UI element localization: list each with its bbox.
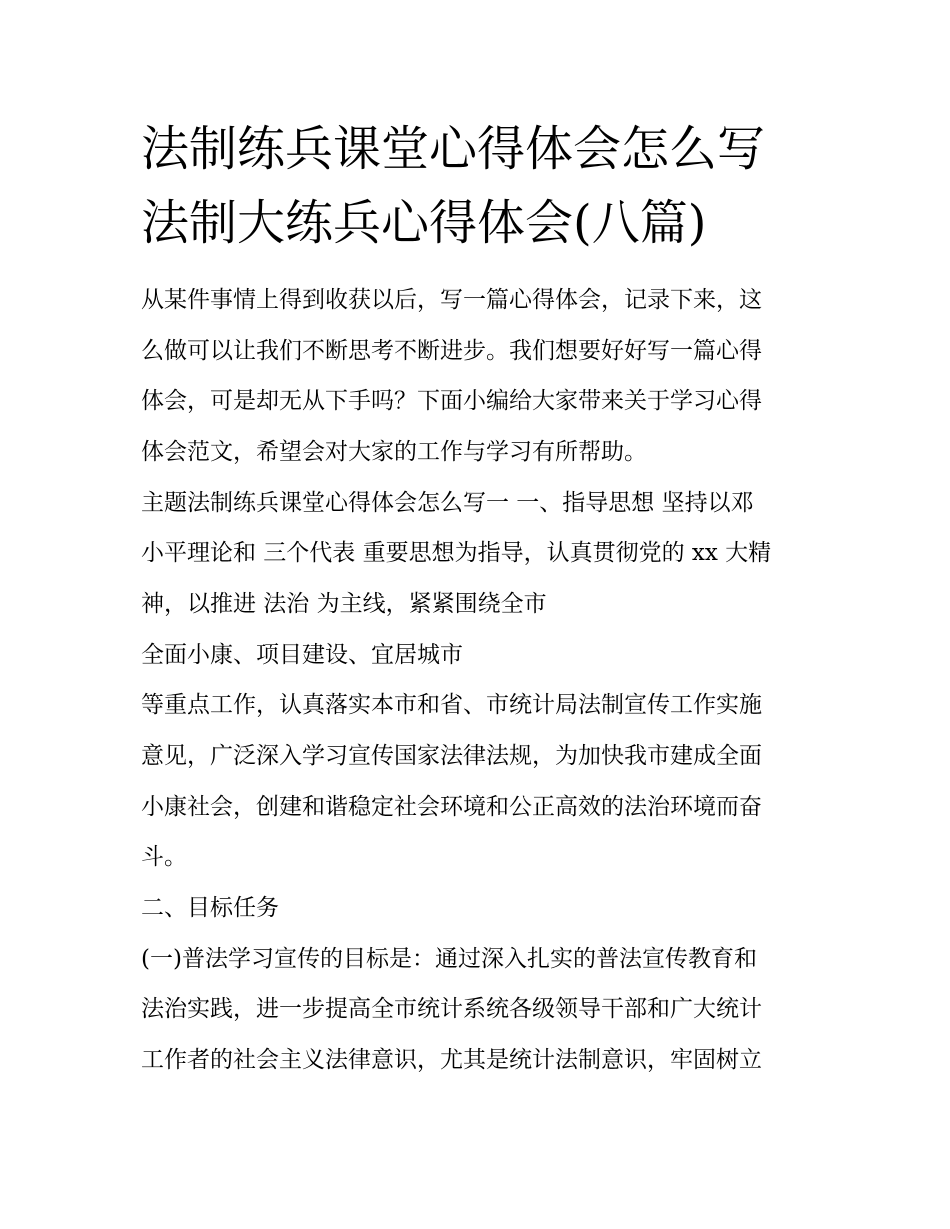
document-title-line-2: 法制大练兵心得体会(八篇): [141, 195, 707, 251]
body-text-line: 体会，可是却无从下手吗？下面小编给大家带来关于学习心得: [141, 388, 762, 414]
body-text-line: 工作者的社会主义法律意识，尤其是统计法制意识，牢固树立: [141, 1047, 762, 1073]
body-text-line: 法治实践，进一步提高全市统计系统各级领导干部和广大统计: [141, 996, 762, 1022]
body-text-line: 意见，广泛深入学习宣传国家法律法规，为加快我市建成全面: [141, 743, 762, 769]
body-text-line: 体会范文，希望会对大家的工作与学习有所帮助。: [141, 439, 647, 465]
body-text-line: 全面小康、项目建设、宜居城市: [141, 642, 463, 668]
body-text-line: 斗。: [141, 844, 187, 870]
body-text-line: (一)普法学习宣传的目标是：通过深入扎实的普法宣传教育和: [141, 946, 757, 972]
body-text-line: 么做可以让我们不断思考不断进步。我们想要好好写一篇心得: [141, 338, 762, 364]
document-title-line-1: 法制练兵课堂心得体会怎么写: [141, 121, 766, 177]
body-text-line: 二、目标任务: [141, 895, 279, 921]
body-text-line: 等重点工作，认真落实本市和省、市统计局法制宣传工作实施: [141, 692, 762, 718]
body-text-line: 神，以推进 法治 为主线，紧紧围绕全市: [141, 591, 547, 617]
body-text-line: 小康社会，创建和谐稳定社会环境和公正高效的法治环境而奋: [141, 794, 762, 820]
body-text-line: 从某件事情上得到收获以后，写一篇心得体会，记录下来，这: [141, 287, 762, 313]
body-text-line: 小平理论和 三个代表 重要思想为指导，认真贯彻党的 xx 大精: [141, 540, 772, 566]
body-text-line: 主题法制练兵课堂心得体会怎么写一 一、指导思想 坚持以邓: [141, 490, 754, 516]
